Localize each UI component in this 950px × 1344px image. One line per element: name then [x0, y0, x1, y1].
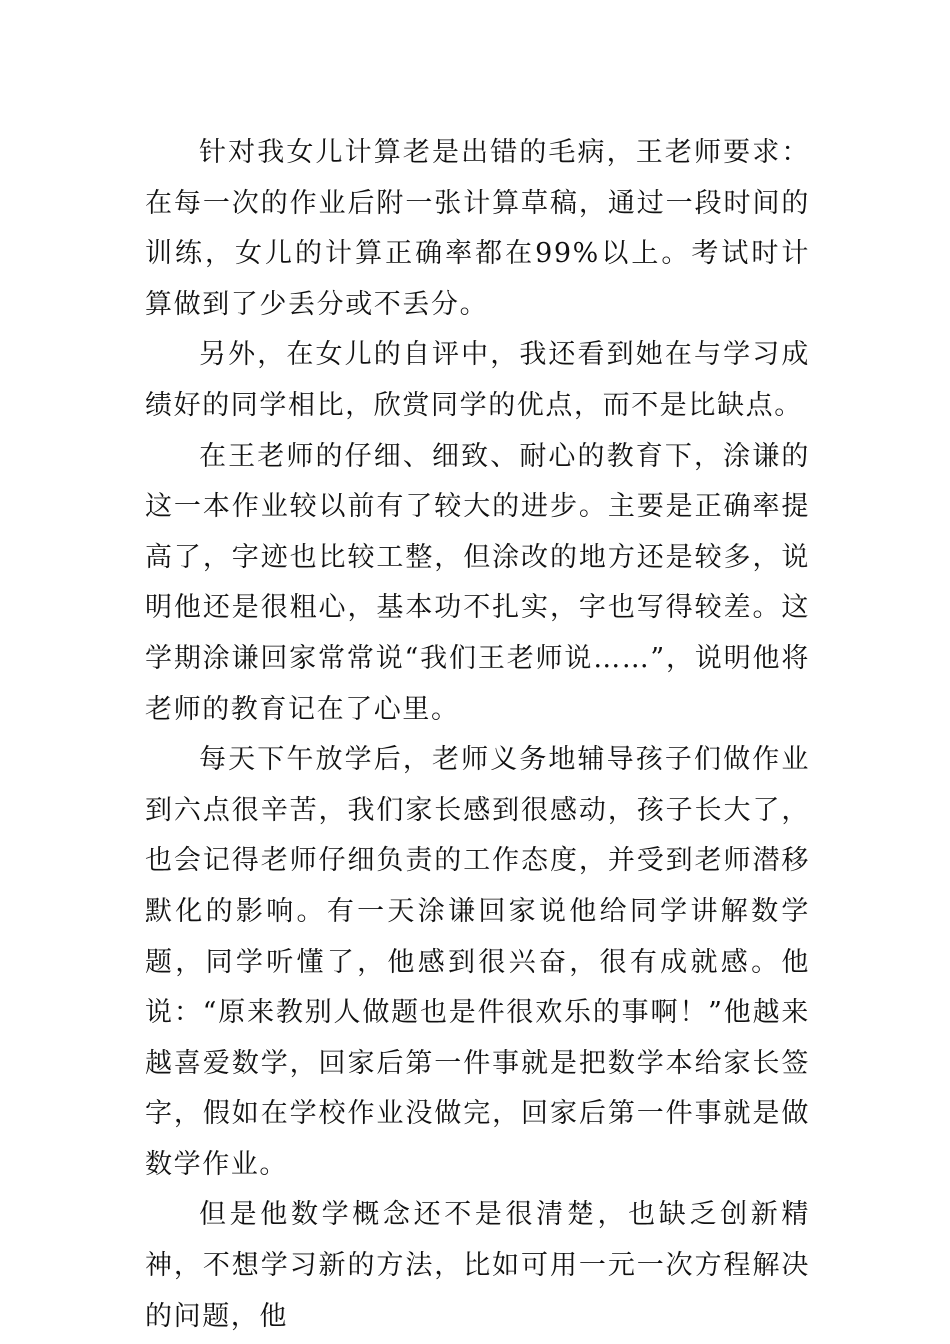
paragraph-math-concepts: 但是他数学概念还不是很清楚，也缺乏创新精神，不想学习新的方法，比如可用一元一次方程解决的问题，他 — [145, 1199, 810, 1332]
paragraph-after-school: 每天下午放学后，老师义务地辅导孩子们做作业到六点很辛苦，我们家长感到很感动，孩子长大了，也会记得老师仔细负责的工作态度，并受到老师潜移默化的影响。有一天涂谦回家说他给同学讲解数学题，同学听懂了，他感到很兴奋，很有成就感。他说：“原来教别人做题也是件很欢乐的事啊！”他越来越喜爱数学，回家后第一件事就是把数学本给家长签字，假如在学校作业没做完，回家后第一件事就是做数学作业。 — [145, 744, 810, 1180]
paragraph-teacher-education: 在王老师的仔细、细致、耐心的教育下，涂谦的这一本作业较以前有了较大的进步。主要是正确率提高了，字迹也比较工整，但涂改的地方还是较多，说明他还是很粗心，基本功不扎实，字也写得较差。这学期涂谦回家常常说“我们王老师说……”，说明他将老师的教育记在了心里。 — [145, 440, 810, 725]
paragraph-calculation: 针对我女儿计算老是出错的毛病，王老师要求：在每一次的作业后附一张计算草稿，通过一段时间的训练，女儿的计算正确率都在99%以上。考试时计算做到了少丢分或不丢分。 — [145, 137, 810, 320]
paragraph-self-evaluation: 另外，在女儿的自评中，我还看到她在与学习成绩好的同学相比，欣赏同学的优点，而不是比缺点。 — [145, 339, 810, 421]
document-body — [145, 128, 810, 1342]
